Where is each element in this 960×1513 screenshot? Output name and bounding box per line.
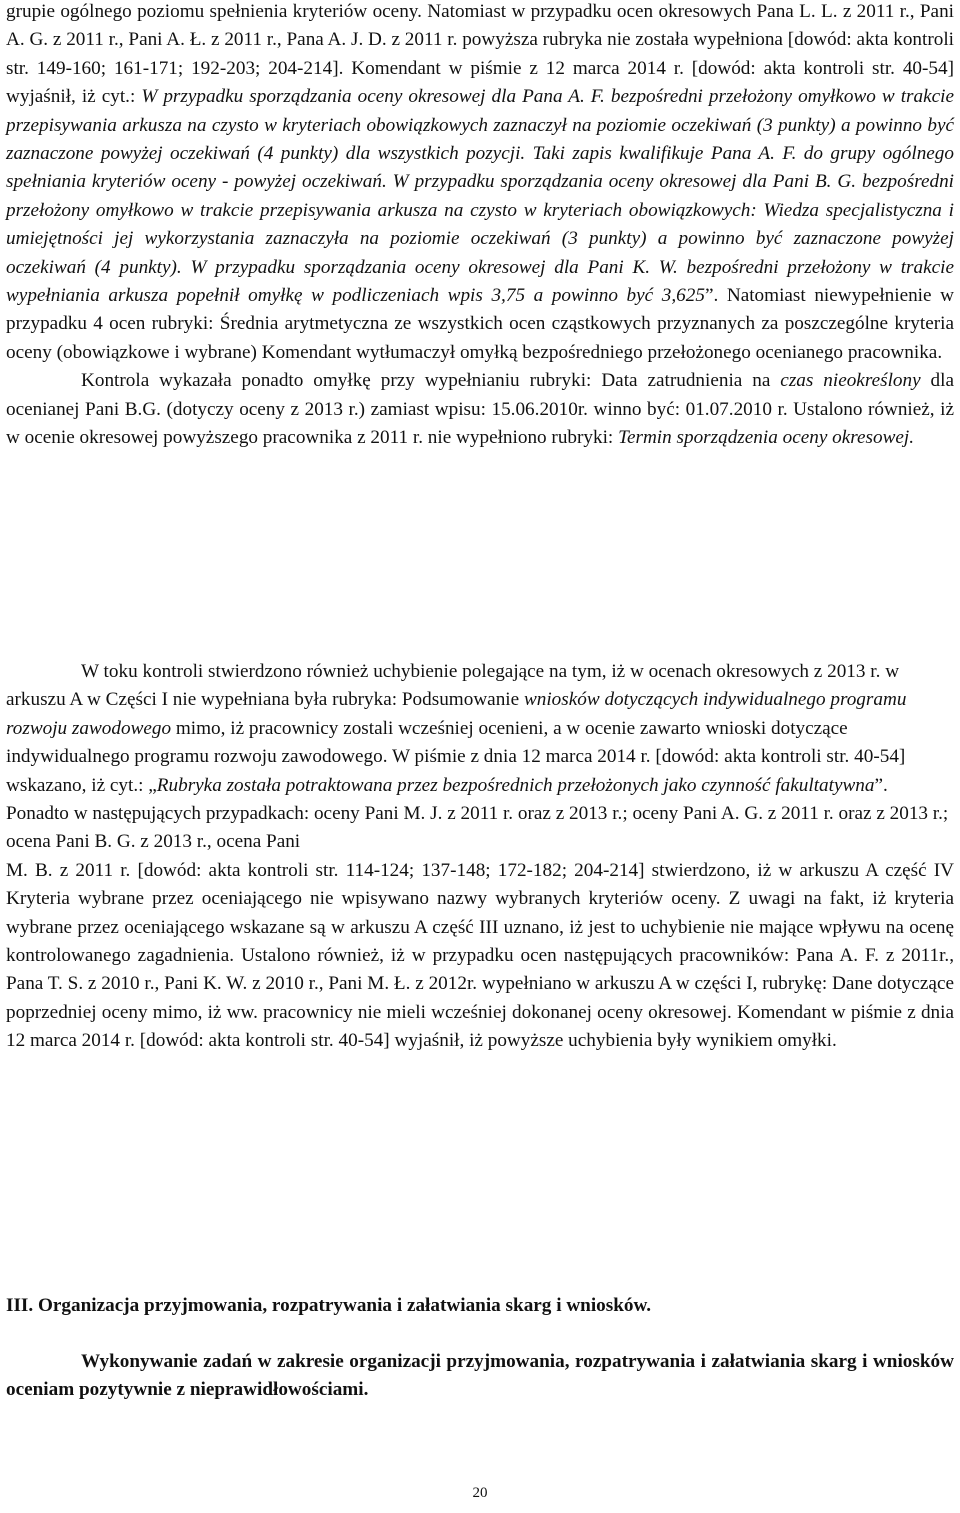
paragraph-3-text-end: ”. Ponadto w następujących przypadkach: oceny Pani M. J. z 2011 r. oraz z 2013 r.; oceny Pani A. G. z 2011 r. oraz z 2013 r.; ocena Pani B. G. z 2013 r., ocena Pani (6, 774, 949, 853)
paragraph-1-text: grupie ogólnego poziomu spełnienia kryteriów oceny. Natomiast w przypadku ocen okresowych Pana L. L. z 2011 r., Pani A. G. z 2011 r., Pani A. Ł. z 2011 r., Pana A. J. D. z 2011 r. powyższa rubryka nie została wypełniona [dowód: akta kontroli str. 149-160; 161-171; 192-203; 204-214]. Komendant w piśmie z 12 marca 2014 r. [dowód: akta kontroli str. 40-54] wyjaśnił, iż cyt.: (6, 1, 954, 108)
section-heading: III. Organizacja przyjmowania, rozpatrywania i załatwiania skarg i wniosków. (6, 1295, 652, 1316)
closing-statement: Wykonywanie zadań w zakresie organizacji przyjmowania, rozpatrywania i załatwiania skarg i wniosków oceniam pozytywnie z nieprawidłowościami. (6, 1351, 954, 1401)
paragraph-employment-date-error (6, 367, 954, 452)
paragraph-2-italic-rubric: Termin sporządzenia oceny okresowej. (618, 427, 915, 449)
paragraph-evaluation-errors (6, 0, 954, 367)
body-text-block-2 (6, 658, 954, 1056)
paragraph-3-text: W toku kontroli stwierdzono również uchybienie polegające na tym, iż w ocenach okresowych z 2013 r. w arkuszu A w Części I nie wypełniana była rubryka: Podsumowanie (6, 661, 900, 711)
paragraph-selected-criteria (6, 857, 954, 1056)
paragraph-3-text-mid: mimo, iż pracownicy zostali wcześniej ocenieni, a w ocenie zawarto wnioski dotyczące indywidualnego programu rozwoju zawodowego. W piśmie z dnia 12 marca 2014 r. [dowód: akta kontroli str. 40-54] wskazano, iż cyt.: „ (6, 717, 906, 796)
paragraph-2-text-mid: dla ocenianej Pani B.G. (dotyczy oceny z 2013 r.) zamiast wpisu: 15.06.2010r. winno być: 01.07.2010 r. Ustalono również, iż w ocenie okresowej powyższego pracownika z 2011 r. nie wypełniono rubryki: (6, 370, 954, 449)
paragraph-3-italic-rubric: wniosków dotyczących indywidualnego programu rozwoju zawodowego (6, 689, 907, 739)
paragraph-2-italic-term: czas nieokreślony (780, 370, 921, 392)
paragraph-4-text: M. B. z 2011 r. [dowód: akta kontroli str. 114-124; 137-148; 172-182; 204-214] stwierdzono, iż w arkuszu A część IV Kryteria wybrane przez oceniającego nie wpisywano nazwy wybranych kryteriów oceny. Z uwagi na fakt, iż kryteria wybrane przez oceniającego wskazane są w arkuszu A część III uznano, iż jest to uchybienie nie mające wpływu na ocenę kontrolowanego zagadnienia. Ustalono również, iż w przypadku ocen następujących pracowników: Pana A. F. z 2011r., Pana T. S. z 2010 r., Pani K. W. z 2010 r., Pani M. Ł. z 2012r. wypełniano w arkuszu A w części I, rubrykę: Dane dotyczące poprzedniej oceny mimo, iż ww. pracownicy nie mieli wcześniej dokonanej oceny okresowej. Komendant w piśmie z dnia 12 marca 2014 r. [dowód: akta kontroli str. 40-54] wyjaśnił, iż powyższe uchybienia były wynikiem omyłki. (6, 859, 954, 1052)
paragraph-3-quote: Rubryka została potraktowana przez bezpośrednich przełożonych jako czynność fakultatywna (156, 774, 875, 796)
paragraph-1-text-end: ”. Natomiast niewypełnienie w przypadku 4 ocen rubryki: Średnia arytmetyczna ze wszystkich ocen cząstkowych przyznanych za poszczególne kryteria oceny (obowiązkowe i wybrane) Komendant wytłumaczył omyłką bezpośredniego przełożonego ocenianego pracownika. (6, 285, 954, 363)
paragraph-development-program (6, 658, 954, 857)
paragraph-1-quote: W przypadku sporządzania oceny okresowej dla Pana A. F. bezpośredni przełożony omyłkowo w trakcie przepisywania arkusza na czysto w kryteriach obowiązkowych zaznaczył na poziomie oczekiwań (3 punkty) a powinno być zaznaczone powyżej oczekiwań (4 punkty) dla wszystkich pozycji. Taki zapis kwalifikuje Pana A. F. do grupy ogólnego spełniania kryteriów oceny - powyżej oczekiwań. W przypadku sporządzania oceny okresowej dla Pani B. G. bezpośredni przełożony omyłkowo w trakcie przepisywania arkusza na czysto w kryteriach obowiązkowych: Wiedza specjalistyczna i umiejętności jej wykorzystania zaznaczyła na poziomie oczekiwań (3 punkty) a powinno być zaznaczone powyżej oczekiwań (4 punkty). W przypadku sporządzania oceny okresowej dla Pani K. W. bezpośredni przełożony w trakcie wypełniania arkusza popełnił omyłkę w podliczeniach wpis 3,75 a powinno być 3,625 (6, 86, 954, 307)
page-number: 20 (472, 1485, 488, 1501)
paragraph-2-text: Kontrola wykazała ponadto omyłkę przy wypełnianiu rubryki: Data zatrudnienia na (81, 370, 781, 392)
body-text-block-1 (6, 0, 954, 453)
